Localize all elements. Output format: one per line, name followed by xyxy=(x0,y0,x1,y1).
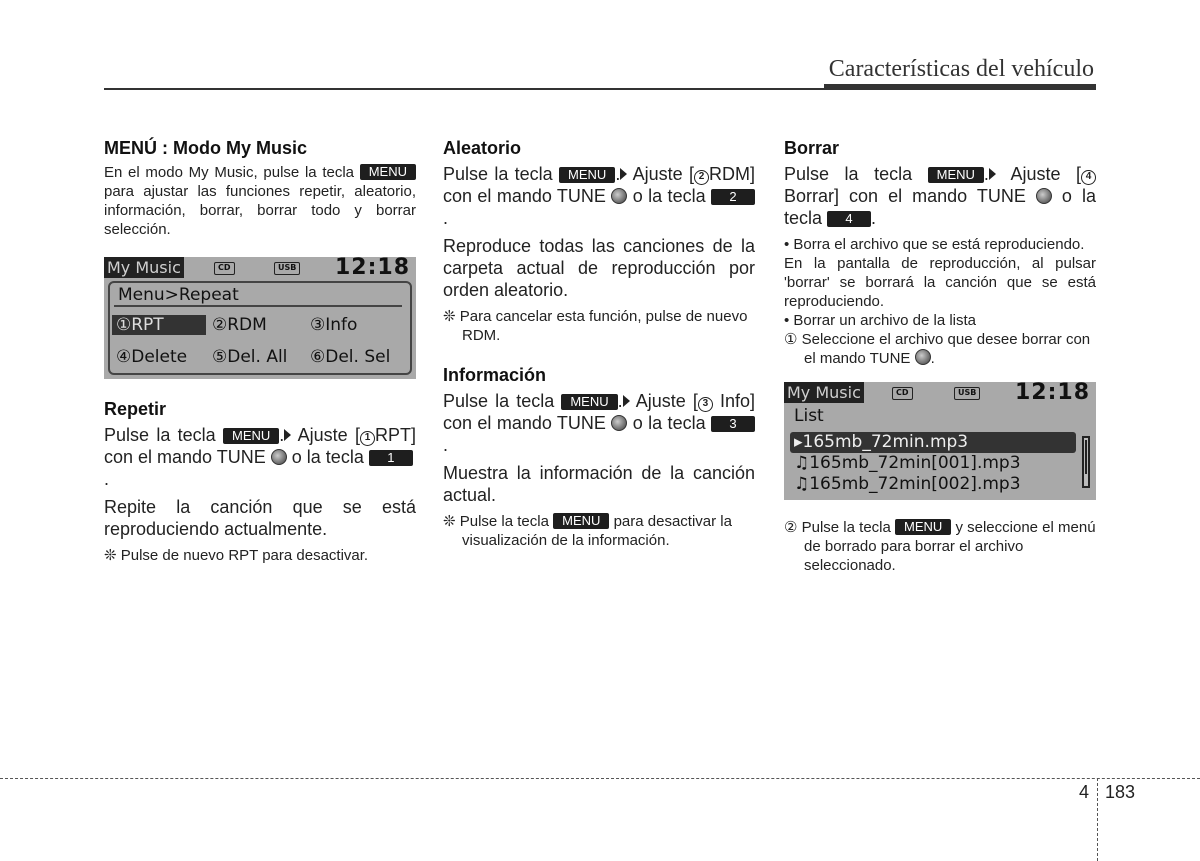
lcd-scrollbar xyxy=(1082,436,1090,488)
repeat-instructions: Pulse la tecla MENU . Ajuste [ 1 RPT] con el mando TUNE o la tecla 1 . xyxy=(104,425,416,489)
lcd-breadcrumb: Menu>Repeat xyxy=(118,285,239,305)
repeat-text: Ajuste [ xyxy=(297,425,360,445)
info-text: Ajuste [ xyxy=(635,391,698,411)
section-heading-delete: Borrar xyxy=(784,138,840,158)
lcd-option-info: ③Info xyxy=(310,315,358,335)
lcd-screen-repeat-menu xyxy=(104,257,416,379)
delete-bullet-1: • Borra el archivo que se está reproduciendo. xyxy=(784,236,1085,253)
delete-text: o la tecla xyxy=(784,186,1096,228)
lcd-title: My Music xyxy=(104,257,184,278)
delete-text: Borrar] con el mando TUNE xyxy=(784,186,1026,206)
key-4-icon: 4 xyxy=(827,211,871,227)
cd-badge: CD xyxy=(892,387,913,400)
tune-knob-icon xyxy=(611,188,627,204)
lcd-clock: 12:18 xyxy=(1014,382,1090,405)
info-note-text: ❊ Pulse la tecla xyxy=(443,513,549,530)
step-1-text: ① Seleccione el archivo que desee borrar con el mando TUNE xyxy=(784,331,1091,367)
repeat-text: Pulse la tecla xyxy=(104,425,216,445)
menu-key-icon: MENU xyxy=(223,428,279,444)
info-description: Muestra la información de la canción actual. xyxy=(443,463,755,505)
lcd-option-del-all: ⑤Del. All xyxy=(212,347,288,367)
key-1-icon: 1 xyxy=(369,450,413,466)
page-header-title: Características del vehículo xyxy=(828,56,1094,82)
lcd-screen-file-list xyxy=(784,382,1096,500)
repeat-description: Repite la canción que se está reproduciendo actualmente. xyxy=(104,497,416,539)
lcd-list-label: List xyxy=(794,406,824,426)
section-heading-random: Aleatorio xyxy=(443,138,522,158)
repeat-text: o la tecla xyxy=(291,447,364,467)
column-1 xyxy=(104,138,416,565)
intro-text: En el modo My Music, pulse la tecla xyxy=(104,164,354,181)
column-3 xyxy=(784,138,1096,575)
tune-knob-icon xyxy=(915,349,931,365)
info-note-text: para desactivar la visualización de la información. xyxy=(462,513,732,549)
column-2 xyxy=(443,138,755,550)
arrow-right-icon xyxy=(284,429,291,441)
step-2-text: y seleccione el menú de borrado para borrar el archivo seleccionado. xyxy=(804,519,1096,574)
delete-step-2 xyxy=(784,518,1096,575)
random-note: ❊ Para cancelar esta función, pulse de nuevo RDM. xyxy=(443,308,748,344)
lcd-menu-box xyxy=(108,281,412,375)
header-rule xyxy=(104,88,1096,90)
usb-badge: USB xyxy=(954,387,980,400)
tune-knob-icon xyxy=(611,415,627,431)
delete-paragraph: En la pantalla de reproducción, al pulsar 'borrar' se borrará la canción que se está reproduciendo. xyxy=(784,255,1096,310)
menu-key-icon: MENU xyxy=(561,394,617,410)
circled-three-icon: 3 xyxy=(698,397,713,412)
random-instructions: Pulse la tecla MENU . Ajuste [ 2 RDM] con el mando TUNE o la tecla 2. xyxy=(443,164,756,228)
random-text: o la tecla xyxy=(632,186,706,206)
lcd-option-rdm: ②RDM xyxy=(212,315,267,335)
delete-step-1: ① Seleccione el archivo que desee borrar con el mando TUNE . xyxy=(784,331,1091,367)
delete-instructions: Pulse la tecla MENU . Ajuste [ 4 Borrar] con el mando TUNE o la tecla 4 . xyxy=(784,164,1096,228)
info-note xyxy=(443,512,755,550)
menu-key-icon: MENU xyxy=(553,513,609,529)
section-heading-repeat: Repetir xyxy=(104,399,167,419)
repeat-note: ❊ Pulse de nuevo RPT para desactivar. xyxy=(104,547,369,564)
menu-key-icon: MENU xyxy=(360,164,416,180)
step-2-text: ② Pulse la tecla xyxy=(784,519,891,536)
lcd-option-rpt: ①RPT xyxy=(112,315,206,335)
delete-bullet-2: • Borrar un archivo de la lista xyxy=(784,312,977,329)
arrow-right-icon xyxy=(989,168,996,180)
info-instructions: Pulse la tecla MENU . Ajuste [ 3 Info] con el mando TUNE o la tecla 3. xyxy=(443,391,755,455)
key-2-icon: 2 xyxy=(711,189,755,205)
lcd-clock: 12:18 xyxy=(334,257,410,280)
usb-badge: USB xyxy=(274,262,300,275)
lcd-divider xyxy=(114,305,402,307)
info-text: Pulse la tecla xyxy=(443,391,555,411)
page-number: 183 xyxy=(1105,782,1136,802)
section-heading-info: Información xyxy=(443,365,547,385)
repeat-text: . xyxy=(104,469,110,489)
lcd-list-row: ♫165mb_72min[002].mp3 xyxy=(794,474,1021,494)
lcd-option-del-sel: ⑥Del. Sel xyxy=(310,347,391,367)
circled-two-icon: 2 xyxy=(694,170,709,185)
chapter-number: 4 xyxy=(1079,782,1090,802)
intro-paragraph xyxy=(104,163,416,239)
circled-one-icon: 1 xyxy=(360,431,375,446)
intro-text-cont: para ajustar las funciones repetir, aleatorio, información, borrar, borrar todo y borrar selección. xyxy=(104,183,416,238)
footer-divider xyxy=(1097,778,1098,861)
tune-knob-icon xyxy=(271,449,287,465)
menu-key-icon: MENU xyxy=(895,519,951,535)
lcd-option-delete: ④Delete xyxy=(116,347,188,367)
delete-text: Pulse la tecla xyxy=(784,164,913,184)
info-text: o la tecla xyxy=(632,413,706,433)
lcd-list-row-selected: ▸165mb_72min.mp3 xyxy=(790,432,1076,453)
arrow-right-icon xyxy=(623,395,630,407)
random-description: Reproduce todas las canciones de la carpeta actual de reproducción por orden aleatorio. xyxy=(443,236,755,300)
key-3-icon: 3 xyxy=(711,416,755,432)
circled-four-icon: 4 xyxy=(1081,170,1096,185)
lcd-title: My Music xyxy=(784,382,864,403)
lcd-list-row: ♫165mb_72min[001].mp3 xyxy=(794,453,1021,473)
random-text: RDM] con el mando TUNE xyxy=(443,164,756,206)
cd-badge: CD xyxy=(214,262,235,275)
menu-key-icon: MENU xyxy=(559,167,615,183)
tune-knob-icon xyxy=(1036,188,1052,204)
random-text: Pulse la tecla xyxy=(443,164,553,184)
menu-key-icon: MENU xyxy=(928,167,984,183)
delete-text: Ajuste [ xyxy=(1010,164,1081,184)
repeat-text: RPT] con el mando TUNE xyxy=(104,425,416,467)
section-heading-menu: MENÚ : Modo My Music xyxy=(104,138,307,158)
random-text: Ajuste [ xyxy=(632,164,695,184)
arrow-right-icon xyxy=(620,168,627,180)
info-text: Info] con el mando TUNE xyxy=(443,391,755,433)
lcd-row-text: 165mb_72min.mp3 xyxy=(802,432,969,452)
footer-rule xyxy=(0,778,1200,779)
